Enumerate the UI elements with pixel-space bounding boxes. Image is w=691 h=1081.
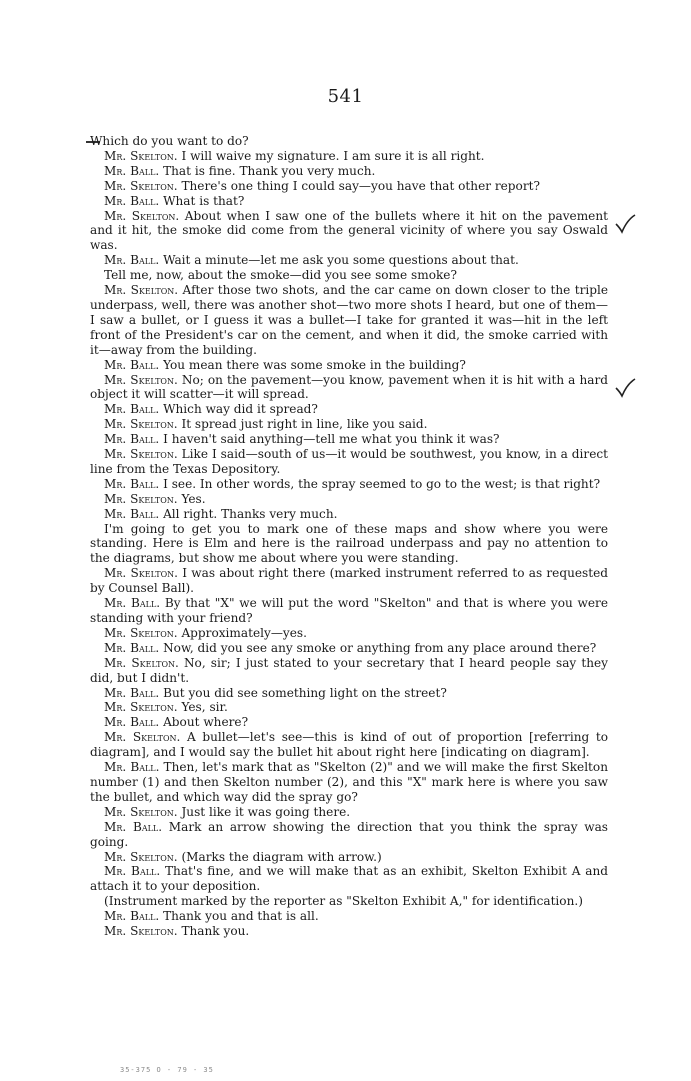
testimony-paragraph [90,715,608,730]
paragraph-text: Thank you and that is all. [159,909,319,924]
paragraph-text: What is that? [159,193,245,208]
testimony-paragraph [90,164,608,179]
paragraph-text: Yes. [177,491,206,506]
speaker-name: Mr. Skelton. [104,491,178,506]
speaker-name: Mr. Ball. [104,819,163,834]
paragraph-text: That is fine. Thank you very much. [159,163,376,178]
testimony-paragraph [90,641,608,656]
speaker-name: Mr. Ball. [104,253,160,268]
paragraph-text: But you did see something light on the street? [159,685,447,700]
speaker-name: Mr. Skelton. [104,148,178,163]
testimony-paragraph [90,134,608,149]
speaker-name: Mr. Ball. [104,596,161,611]
speaker-name: Mr. Ball. [104,476,160,491]
paragraph-text: Wait a minute—let me ask you some questions about that. [159,253,519,268]
speaker-name: Mr. Skelton. [104,625,178,640]
paragraph-text: It spread just right in line, like you said. [177,417,428,432]
speaker-name: Mr. Ball. [104,685,160,700]
paragraph-text: Tell me, now, about the smoke—did you see some smoke? [104,268,457,283]
paragraph-text: A bullet—let's see—this is kind of out of proportion [referring to diagram], and I would say the bullet hit about right here [indicating on diagram]. [90,730,608,760]
paragraph-text: Thank you. [177,924,250,939]
paragraph-text: (Instrument marked by the reporter as "Skelton Exhibit A," for identification.) [104,894,583,909]
speaker-name: Mr. Ball. [104,760,160,775]
speaker-name: Mr. Skelton. [104,849,178,864]
testimony-paragraph [90,179,608,194]
speaker-name: Mr. Ball. [104,193,160,208]
speaker-name: Mr. Ball. [104,640,160,655]
testimony-paragraph [90,432,608,447]
paragraph-text: I will waive my signature. I am sure it is all right. [177,148,485,163]
checkmark-icon [614,378,636,398]
checkmark-icon [614,214,636,234]
paragraph-text: Just like it was going there. [177,804,351,819]
paragraph-text: Approximately—yes. [177,625,307,640]
testimony-paragraph [90,864,608,894]
speaker-name: Mr. Skelton. [104,208,180,223]
speaker-name: Mr. Skelton. [104,417,178,432]
speaker-name: Mr. Skelton. [104,655,179,670]
testimony-paragraph [90,909,608,924]
speaker-name: Mr. Ball. [104,402,160,417]
speaker-name: Mr. Skelton. [104,730,181,745]
testimony-paragraph [90,194,608,209]
paragraph-text: You mean there was some smoke in the building? [159,357,466,372]
paragraph-text: Yes, sir. [177,700,228,715]
testimony-paragraph [90,477,608,492]
paragraph-text: Mark an arrow showing the direction that you think the spray was going. [90,819,608,849]
paragraph-text: That's fine, and we will make that as an exhibit, Skelton Exhibit A and attach it to your deposition. [90,864,608,894]
speaker-name: Mr. Skelton. [104,804,178,819]
paragraph-text: No, sir; I just stated to your secretary that I heard people say they did, but I didn't. [90,655,608,685]
paragraph-text: After those two shots, and the car came on down closer to the triple underpass, well, there was another shot—two more shots I heard, but one of them—I saw a bullet, or I guess it was a bullet—I take for granted it was—hit in the left front of the President's car on the cement, and when it did, the smoke carried with it—away from the building. [90,283,608,357]
testimony-paragraph [90,522,608,567]
paragraph-text: By that "X" we will put the word "Skelton" and that is where you were standing with your friend? [90,596,608,625]
paragraph-text: I'm going to get you to mark one of these maps and show where you were standing. Here is Elm and here is the railroad underpass and pay no attention to the diagrams, but show me about where you were standing. [90,521,608,566]
speaker-name: Mr. Skelton. [104,924,178,939]
testimony-paragraph [90,402,608,417]
paragraph-text: I was about right there (marked instrument referred to as requested by Counsel Ball). [90,566,608,596]
testimony-paragraph [90,626,608,641]
paragraph-text: There's one thing I could say—you have that other report? [177,178,540,193]
footer-print-code: 35-375 O - 79 - 35 [120,1066,214,1074]
paragraph-text: Like I said—south of us—it would be southwest, you know, in a direct line from the Texas Depository. [90,447,608,476]
speaker-name: Mr. Ball. [104,163,160,178]
testimony-paragraph [90,417,608,432]
testimony-paragraph [90,447,608,477]
paragraph-text: About where? [159,715,249,730]
speaker-name: Mr. Ball. [104,864,161,879]
testimony-paragraph [90,149,608,164]
paragraph-text: I see. In other words, the spray seemed to go to the west; is that right? [159,476,601,491]
speaker-name: Mr. Ball. [104,506,160,521]
speaker-name: Mr. Ball. [104,715,160,730]
testimony-paragraph [90,507,608,522]
speaker-name: Mr. Skelton. [104,447,178,462]
speaker-name: Mr. Skelton. [104,283,179,298]
testimony-paragraph [90,283,608,358]
testimony-paragraph [90,253,608,268]
testimony-paragraph [90,760,608,805]
paragraph-text: Now, did you see any smoke or anything from any place around there? [159,640,597,655]
testimony-text [90,134,608,939]
speaker-name: Mr. Skelton. [104,178,178,193]
speaker-name: Mr. Skelton. [104,566,178,581]
page-number: 541 [327,86,364,107]
testimony-paragraph [90,686,608,701]
testimony-paragraph [90,358,608,373]
paragraph-text: About when I saw one of the bullets where it hit on the pavement and it hit, the smoke did come from the general vicinity of where you say Oswald was. [90,208,608,253]
testimony-paragraph [90,566,608,596]
paragraph-text: Then, let's mark that as "Skelton (2)" and we will make the first Skelton number (1) and then Skelton number (2), and this "X" mark here is where you saw the bullet, and which way did the spray go? [90,760,608,804]
testimony-paragraph [90,492,608,507]
testimony-paragraph [90,820,608,850]
testimony-paragraph [90,850,608,865]
speaker-name: Mr. Ball. [104,357,160,372]
paragraph-text: Which do you want to do? [90,134,249,148]
testimony-paragraph [90,894,608,909]
testimony-paragraph [90,268,608,283]
testimony-paragraph [90,805,608,820]
testimony-paragraph [90,596,608,626]
speaker-name: Mr. Skelton. [104,700,178,715]
paragraph-text: Which way did it spread? [159,402,318,417]
paragraph-text: No; on the pavement—you know, pavement when it is hit with a hard object it will scatter—it will spread. [90,372,608,402]
testimony-paragraph [90,656,608,686]
speaker-name: Mr. Ball. [104,432,160,447]
testimony-paragraph [90,209,608,254]
testimony-paragraph [90,924,608,939]
paragraph-text: (Marks the diagram with arrow.) [177,849,382,864]
testimony-paragraph [90,373,608,403]
paragraph-text: All right. Thanks very much. [159,506,338,521]
speaker-name: Mr. Ball. [104,909,160,924]
speaker-name: Mr. Skelton. [104,372,178,387]
testimony-paragraph [90,700,608,715]
paragraph-text: I haven't said anything—tell me what you think it was? [159,432,500,447]
testimony-paragraph [90,730,608,760]
